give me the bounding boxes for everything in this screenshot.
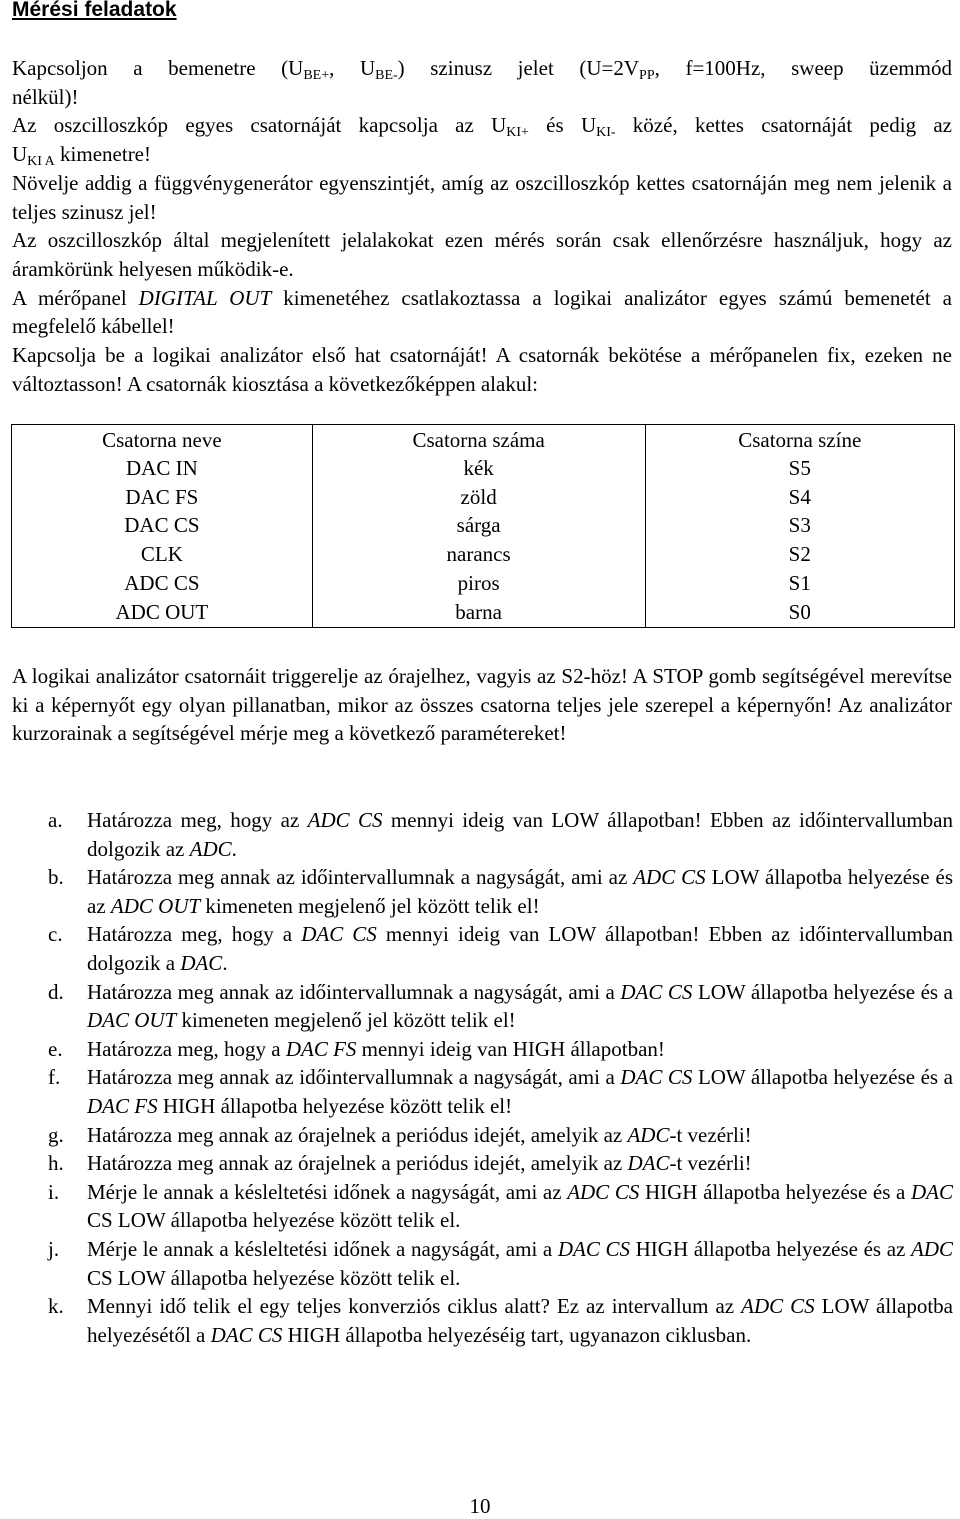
- table-header-cell: Csatorna neve: [12, 425, 313, 455]
- task-list: [48, 806, 953, 1349]
- task-label: d.: [48, 979, 64, 1004]
- table-row: [12, 511, 955, 540]
- task-item-f: f. Határozza meg annak az időintervallumnak a nagyságát, ami a DAC CS LOW állapotba helyezése és a DAC FS HIGH állapotba helyezése között telik el!: [48, 1065, 953, 1118]
- table-cell: DAC CS: [12, 511, 313, 540]
- task-label: k.: [48, 1294, 64, 1319]
- table-cell: DAC FS: [12, 483, 313, 512]
- task-item-h: h. Határozza meg annak az órajelnek a periódus idejét, amelyik az DAC-t vezérli!: [48, 1149, 953, 1178]
- table-cell: DAC IN: [12, 454, 313, 483]
- task-label: b.: [48, 865, 64, 890]
- task-label: g.: [48, 1122, 64, 1147]
- table-row: [12, 568, 955, 597]
- intro-line-2: nélkül)!: [12, 84, 79, 109]
- task-label: c.: [48, 922, 63, 947]
- task-label: a.: [48, 808, 63, 832]
- table-cell: S2: [645, 540, 955, 569]
- task-label: i.: [48, 1179, 60, 1204]
- task-item-a: a. Határozza meg, hogy az ADC CS mennyi ideig van LOW állapotban! Ebben az időintervallumban dolgozik az ADC.: [48, 808, 953, 861]
- table-cell: sárga: [312, 511, 645, 540]
- task-item-c: c. Határozza meg, hogy a DAC CS mennyi ideig van LOW állapotban! Ebben az időintervallumban dolgozik a DAC.: [48, 922, 953, 975]
- task-item-e: e. Határozza meg, hogy a DAC FS mennyi ideig van HIGH állapotban!: [48, 1035, 953, 1064]
- table-header-row: [12, 425, 955, 455]
- paragraph-oscilloscope: Az oszcilloszkóp által megjelenített jelalakokat ezen mérés során csak ellenőrzésre használjuk, hogy az áramkörünk helyesen működik-e.: [12, 228, 952, 281]
- table-cell: zöld: [312, 483, 645, 512]
- table-row: [12, 597, 955, 628]
- paragraph-channels: Kapcsolja be a logikai analizátor első hat csatornáját! A csatornák bekötése a mérőpanelen fix, ezeken ne változtasson! A csatornák kiosztása a következőképpen alakul:: [12, 343, 952, 396]
- task-item-j: j. Mérje le annak a késleltetési időnek a nagyságát, ami a DAC CS HIGH állapotba helyezése és az ADC CS LOW állapotba helyezése között telik el.: [48, 1236, 953, 1290]
- table-cell: piros: [312, 568, 645, 597]
- task-label: h.: [48, 1151, 64, 1176]
- intro-section: [12, 54, 952, 398]
- intro-line-1: Kapcsoljon a bemenetre ($U_{BE+}$, $U_{BE-}$) szinusz jelet ($U=2V_{PP}$, f=100Hz, sweep üzemmód: [12, 56, 952, 83]
- table-row: [12, 540, 955, 569]
- task-item-b: b. Határozza meg annak az időintervallumnak a nagyságát, ami az ADC CS LOW állapotba helyezése és az ADC OUT kimeneten megjelenő jel között telik el!: [48, 865, 953, 918]
- paragraph-trigger: A logikai analizátor csatornáit triggerelje az órajelhez, vagyis az S2-höz! A STOP gomb segítségével merevítse ki a képernyőt egy olyan pillanatban, mikor az összes csatorna teljes jele szerepel a képernyőn! Az analizátor kurzorainak a segítségével mérje meg a következő paramétereket!: [12, 664, 952, 746]
- intro-line-4: $U_{KI A}$ kimenetre!: [12, 142, 151, 170]
- page-title: Mérési feladatok: [12, 0, 177, 21]
- table-cell: S3: [645, 511, 955, 540]
- table-cell: barna: [312, 597, 645, 628]
- table-row: [12, 454, 955, 483]
- task-item-d: d. Határozza meg annak az időintervallumnak a nagyságát, ami a DAC CS LOW állapotba helyezése és a DAC OUT kimeneten megjelenő jel között telik el!: [48, 979, 953, 1033]
- table-cell: narancs: [312, 540, 645, 569]
- task-item-i: i. Mérje le annak a késleltetési időnek a nagyságát, ami az ADC CS HIGH állapotba helyezése és a DAC CS LOW állapotba helyezése között telik el.: [48, 1179, 953, 1233]
- table-header-cell: Csatorna színe: [645, 425, 955, 455]
- table-cell: S1: [645, 568, 955, 597]
- table-cell: CLK: [12, 540, 313, 569]
- task-label: j.: [48, 1236, 60, 1261]
- table-cell: S5: [645, 454, 955, 483]
- table-cell: ADC CS: [12, 568, 313, 597]
- task-item-g: g. Határozza meg annak az órajelnek a periódus idejét, amelyik az ADC-t vezérli!: [48, 1121, 953, 1150]
- paragraph-digital-out: A mérőpanel DIGITAL OUT kimenetéhez csatlakoztassa a logikai analizátor egyes számú bemenetét a megfelelő kábellel!: [12, 285, 952, 339]
- table-cell: S4: [645, 483, 955, 512]
- table-cell: S0: [645, 597, 955, 628]
- table-cell: kék: [312, 454, 645, 483]
- table-cell: ADC OUT: [12, 597, 313, 628]
- task-label: f.: [48, 1065, 61, 1090]
- page-number: 10: [469, 1494, 491, 1518]
- table-header-cell: Csatorna száma: [312, 425, 645, 455]
- task-label: e.: [48, 1036, 63, 1061]
- task-item-k: k. Mennyi idő telik el egy teljes konverziós ciklus alatt? Ez az intervallum az ADC CS LOW állapotba helyezésétől a DAC CS HIGH állapotba helyezéséig tart, ugyanazon ciklusban.: [48, 1294, 953, 1347]
- intro-line-3: Az oszcilloszkóp egyes csatornáját kapcsolja az $U_{KI+}$ és $U_{KI-}$ közé, kettes csatornáját pedig az: [12, 113, 952, 141]
- paragraph-dc-level: Növelje addig a függvénygenerátor egyenszintjét, amíg az oszcilloszkóp kettes csatornáján meg nem jelenik a teljes szinusz jel!: [12, 170, 952, 224]
- channel-table: [11, 424, 955, 628]
- table-row: [12, 483, 955, 512]
